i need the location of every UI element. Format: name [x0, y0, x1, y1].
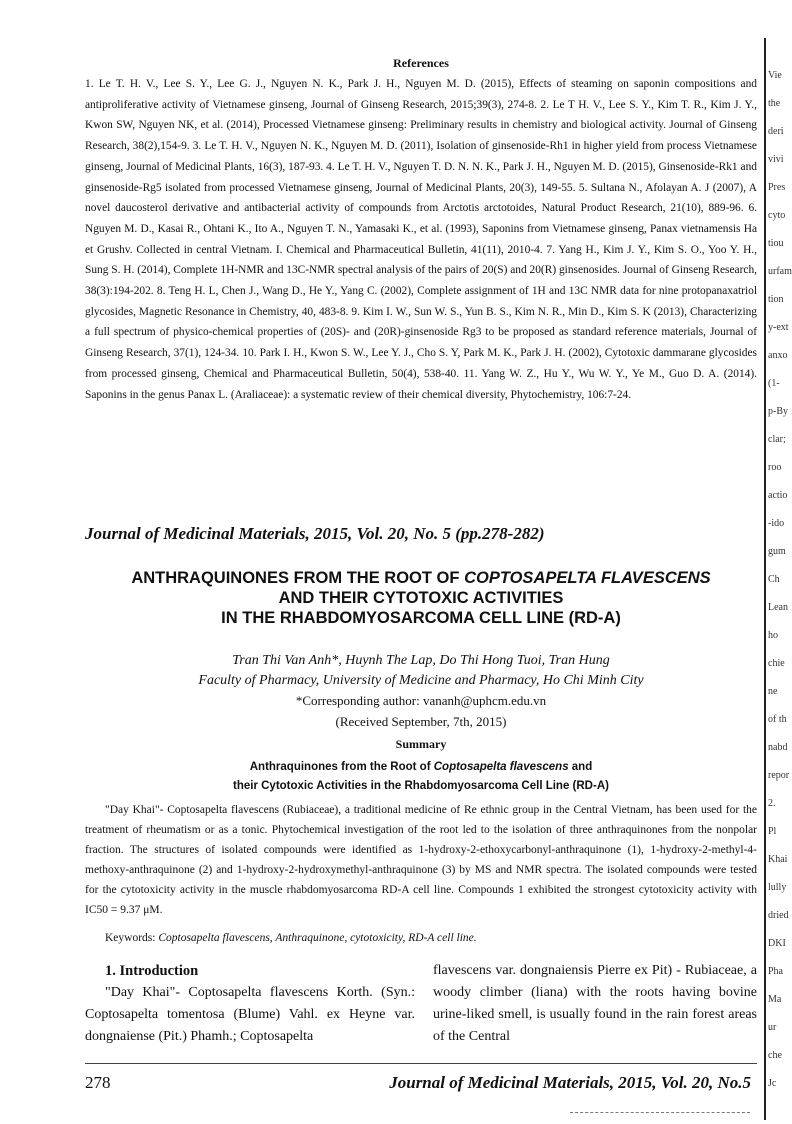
margin-fragment: repor: [768, 770, 790, 781]
margin-fragment: ur: [768, 1022, 777, 1033]
references-list: 1. Le T. H. V., Lee S. Y., Lee G. J., Nguyen N. K., Park J. H., Nguyen M. D. (2015), Effects of steaming on saponin compositions and antiproliferative activity of Vietnamese ginseng, Journal of Ginseng Research, 2015;39(3), 274-8. 2. Le T H. V., Lee S. Y., Kim T. R., Kim J. Y., Kwon SW, Nguyen NK, et al. (2014), Processed Vietnamese ginseng: Preliminary results in chemistry and biological activity. Journal of Ginseng Research, 38(2),154-9. 3. Le T. H. V., Nguyen N. K., Nguyen M. D. (2011), Isolation of ginsenoside-Rh1 in higher yield from process Vietnamese ginseng, Journal of Medicinal Plants, 16(3), 187-93. 4. Le T. H. V., Nguyen T. D. N. N. K., Park J. H., Nguyen M. D. (2015), Ginsenoside-Rk1 and ginsenoside-Rg5 isolated from processed Vietnamese ginseng, Journal of Medicinal Plants, 20(3), 149-55. 5. Sultana N., Afolayan A. J (2007), A novel daucosterol derivative and antibacterial activity of compounds from Arctotis arctotoides, Natural Product Research, 21(10), 889-96. 6. Nguyen M. D., Kasai R., Ohtani K., Ito A., Nguyen T. N., Yamasaki K., et al. (1993), Saponins from Vietnamese ginseng, Panax vietnamensis Ha et Grushv. Collected in central Vietnam. I. Chemical and Pharmaceutical Bulletin, 41(11), 2010-4. 7. Yang H., Kim J. Y., Kim S. O., Yoo Y. H., Sung S. H. (2014), Complete 1H-NMR and 13C-NMR spectral analysis of the pairs of 20(S) and 20(R) ginsenosides. Journal of Ginseng Research, 38(3):194-202. 8. Teng H. L, Chen J., Wang D., He Y., Yang C. (2002), Complete assignment of 1H and 13C NMR data for nine protopanaxatriol glycosides, Magnetic Resonance in Chemistry, 40, 483-8. 9. Kim I. W., Sun W. S., Yun B. S., Kim N. R., Min D., Kim S. K (2013), Characterizing a full spectrum of physico-chemical properties of (20S)- and (20R)-ginsenoside Rg3 to be proposed as standard reference materials, Journal of Ginseng Research, 37(1), 124-34. 10. Park I. H., Kwon S. W., Lee Y. J., Cho S. Y, Park M. K., Park J. H. (2002), Cytotoxic dammarane glycosides from processed ginseng, Chemical and Pharmaceutical Bulletin, 50(4), 538-40. 11. Yang W. Z., Hu Y., Wu W. Y., Ye M., Guo D. A. (2014). Saponins in the genus Panax L. (Araliaceae): a systematic review of their chemical diversity, Phytochemistry, 106:7-24.: [85, 78, 757, 401]
margin-fragment: 2.: [768, 798, 776, 809]
article-title: [85, 568, 757, 628]
margin-fragment: roo: [768, 462, 782, 473]
journal-header: Journal of Medicinal Materials, 2015, Vol. 20, No. 5 (pp.278-282): [85, 524, 545, 543]
margin-fragment: the: [768, 98, 781, 109]
summary-subtitle-suffix: and: [568, 761, 593, 773]
summary-subtitle-prefix: Anthraquinones from the Root of: [249, 761, 434, 773]
margin-fragment: Ch: [768, 574, 780, 585]
margin-fragment: Pl: [768, 826, 777, 837]
margin-fragment: Lean: [768, 602, 788, 613]
margin-fragment: y-ext: [768, 322, 789, 333]
margin-fragment: urfam: [768, 266, 792, 277]
margin-fragment: lully: [768, 882, 787, 893]
keywords: [85, 932, 757, 944]
author-block: [85, 651, 757, 691]
summary-subtitle-line-1: [85, 758, 757, 777]
margin-fragment: gum: [768, 546, 786, 557]
title-line-1-species: COPTOSAPELTA FLAVESCENS: [464, 569, 711, 587]
title-line-3: IN THE RHABDOMYOSARCOMA CELL LINE (RD-A): [221, 609, 621, 627]
authors: Tran Thi Van Anh*, Huynh The Lap, Do Thi Hong Tuoi, Tran Hung: [232, 653, 610, 668]
margin-fragment: tion: [768, 294, 784, 305]
margin-fragment: Vie: [768, 70, 782, 81]
margin-fragment: ho: [768, 630, 778, 641]
margin-fragment: cyto: [768, 210, 786, 221]
margin-fragment: (1-: [768, 378, 780, 389]
margin-fragment: of th: [768, 714, 787, 725]
margin-fragment: clar;: [768, 434, 786, 445]
scan-artifact: [570, 1112, 750, 1113]
summary-heading: Summary: [395, 737, 447, 751]
margin-fragment: anxo: [768, 350, 788, 361]
title-line-1-prefix: ANTHRAQUINONES FROM THE ROOT OF: [131, 569, 465, 587]
margin-fragment: Pha: [768, 966, 783, 977]
margin-fragment: Ma: [768, 994, 782, 1005]
intro-left-text: "Day Khai"- Coptosapelta flavescens Korth. (Syn.: Coptosapelta tomentosa (Blume) Vahl. ex Heyne var. dongnaiense (Pit.) Phamh.; Coptosapelta: [85, 985, 415, 1044]
abstract: "Day Khai"- Coptosapelta flavescens (Rubiaceae), a traditional medicine of Re ethnic group in the Central Vietnam, has been used for the treatment of rheumatism or as a tonic. Phytochemical investigation of the root led to the isolation of three anthraquinones from the nonpolar fraction. The structures of isolated compounds were identified as 1-hydroxy-2-ethoxycarbonyl-anthraquinone (1), 1-hydroxy-2-methyl-4-methoxy-anthraquinone (2) and 1-hydroxy-2-hydroxymethyl-anthraquinone (3) by MS and NMR spectra. The isolated compounds were tested for the cytotoxicity activity in the muscle rhabdomyosarcoma RD-A cell line. Compounds 1 exhibited the strongest cytotoxicity activity with IC50 = 9.37 μM.: [85, 804, 757, 916]
received-date: (Received September, 7th, 2015): [335, 714, 507, 729]
margin-fragment: -ido: [768, 518, 785, 529]
corresponding-author: *Corresponding author: vananh@uphcm.edu.vn: [295, 693, 547, 708]
title-line-1: [85, 568, 757, 588]
keywords-label: Keywords:: [105, 932, 159, 944]
margin-fragment: vivi: [768, 154, 784, 165]
margin-fragment: nabd: [768, 742, 788, 753]
margin-fragment: p-By: [768, 406, 788, 417]
intro-right-text: flavescens var. dongnaiensis Pierre ex Pit) - Rubiaceae, a woody climber (liana) with the roots having bovine urine-liked smell, is usually found in the rain forest areas of the Central: [433, 963, 757, 1044]
intro-heading: 1. Introduction: [105, 963, 199, 979]
margin-fragment: deri: [768, 126, 784, 137]
footer-rule: [85, 1063, 757, 1064]
summary-subtitle-species: Coptosapelta flavescens: [433, 761, 569, 773]
margin-fragment: Pres: [768, 182, 786, 193]
margin-fragment: Jc: [768, 1078, 777, 1089]
page-edge-line: [764, 38, 766, 1120]
margin-fragment: dried: [768, 910, 789, 921]
margin-fragment: DKI: [768, 938, 786, 949]
margin-fragment: ne: [768, 686, 778, 697]
intro-left-column: [85, 960, 415, 1048]
references-heading: References: [393, 56, 449, 70]
page-number: 278: [85, 1073, 111, 1092]
margin-fragment: chie: [768, 658, 785, 669]
margin-fragment: che: [768, 1050, 782, 1061]
margin-fragment: Khai: [768, 854, 788, 865]
margin-fragment: actio: [768, 490, 788, 501]
margin-fragment: tiou: [768, 238, 784, 249]
summary-subtitle: [85, 758, 757, 796]
affiliation: Faculty of Pharmacy, University of Medicine and Pharmacy, Ho Chi Minh City: [198, 673, 644, 688]
footer-journal: Journal of Medicinal Materials, 2015, Vol. 20, No.5: [389, 1073, 751, 1092]
title-line-2: AND THEIR CYTOTOXIC ACTIVITIES: [278, 589, 564, 607]
intro-right-column: [433, 960, 757, 1048]
summary-subtitle-line-2: their Cytotoxic Activities in the Rhabdomyosarcoma Cell Line (RD-A): [233, 780, 609, 792]
keywords-list: Coptosapelta flavescens, Anthraquinone, cytotoxicity, RD-A cell line.: [158, 932, 477, 944]
